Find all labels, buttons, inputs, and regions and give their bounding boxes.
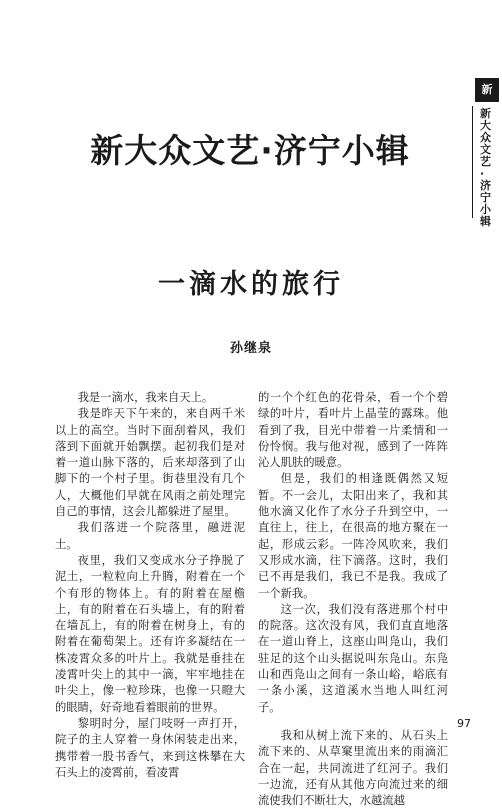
side-divider [472, 106, 473, 218]
paragraph: 我们落进一个院落里，融进泥土。 [55, 521, 245, 551]
magazine-logo-icon: 新 [475, 78, 499, 102]
side-section-label: 新大众文艺·济宁小辑 [480, 107, 491, 228]
paragraph: 夜里，我们又变成水分子挣脱了泥土，一粒粒向上升腾，附着在一个个有形的物体上。有的附着在屋檐上，有的附着在石头墙上，有的附着在墙瓦上，有的附着在树身上，有的附着在葡萄架上。还有许多凝结在一株凌霄众多的叶片上。我就是垂挂在凌霄叶尖上的其中一滴，牢牢地挂在叶尖上，像一粒珍珠，也像一只瞪大的眼睛，好奇地看着眼前的世界。 [55, 553, 245, 714]
paragraph: 这一次，我们没有落进那个村中的院落。这次没有风，我们直直地落在一道山脊上，这座山叫凫山，我们驻足的这个山头据说叫东凫山。东凫山和西凫山之间有一条山峪，峪底有一条小溪，这道溪水当地人叫红河子。 [258, 602, 448, 714]
paragraph: 黎明时分，屋门吱呀一声打开，院子的主人穿着一身休闲装走出来，携带着一股书香气，来到这株攀在大石头上的凌霄前，看凌霄 [55, 716, 245, 779]
article-author: 孙继泉 [229, 341, 272, 356]
paragraph: 我和从树上流下来的、从石头上流下来的、从草窠里流出来的雨滴汇合在一起，共同流进了红河子。我们一边流，还有从其他方向流过来的细流使我们不断壮大，水越流越 [258, 728, 448, 808]
section-side-tab [472, 70, 502, 228]
page-title: 新大众文艺·济宁小辑 [90, 131, 410, 170]
article-title: 一滴水的旅行 [158, 269, 344, 300]
paragraph: 我是一滴水，我来自天上。 [77, 391, 214, 404]
paragraph: 但是，我们的相逢既偶然又短暂。不一会儿，太阳出来了，我和其他水滴又化作了水分子升到空中，一直往上，往上，在很高的地方聚在一起，形成云彩。一阵冷风吹来，我们又形成水滴，往下滴落。这时，我们已不再是我们，我已不是我。我成了一个新我。 [258, 472, 448, 600]
text-column-left [55, 390, 245, 781]
page-number: 97 [457, 717, 471, 730]
paragraph-continuation: 的一个个红色的花骨朵，看一个个碧绿的叶片，看叶片上晶莹的露珠。他看到了我，目光中带着一片柔情和一份怜悯。我与他对视，感到了一阵阵沁人肌肤的暖意。 [258, 391, 448, 470]
text-column-right [258, 390, 448, 809]
paragraph: 我是昨天下午来的，来自两千米以上的高空。当时下面刮着风，我们落到下面就开始飘摆。起初我们是对着一道山脉下落的，后来却落到了山脚下的一个村子里。街巷里没有几个人，大概他们早就在风雨之前处理完自己的事情，这会儿都躲进了屋里。 [55, 407, 245, 519]
